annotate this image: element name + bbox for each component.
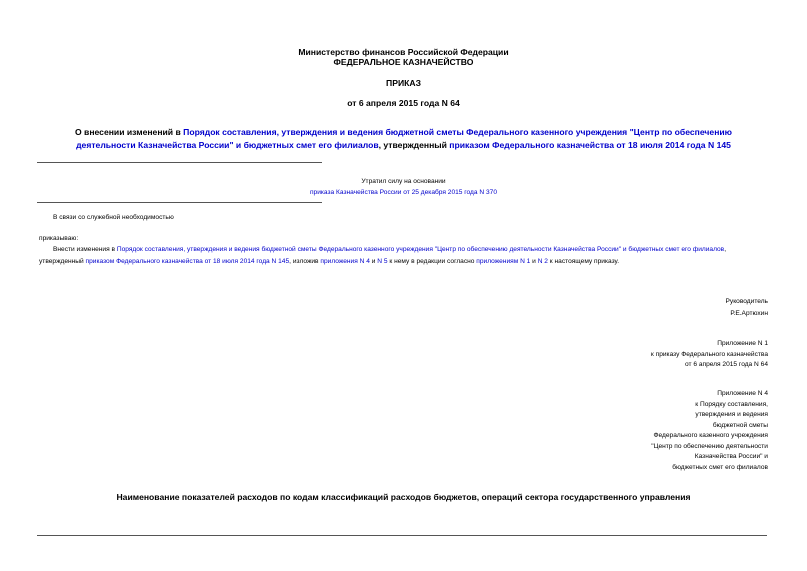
lost-force-label: Утратил силу на основании <box>361 178 446 185</box>
appendix-1-line: от 6 апреля 2015 года N 64 <box>684 361 768 368</box>
table-title: Наименование показателей расходов по кодам классификаций расходов бюджетов, операций сектора государственного управления <box>116 492 691 502</box>
appendix-4-line: "Центр по обеспечению деятельности <box>651 442 768 450</box>
appendix-1-header <box>651 339 768 371</box>
link-annex-2[interactable]: N 2 <box>537 258 548 265</box>
appendix-4-line: бюджетной сметы <box>712 421 768 429</box>
appendix-4-line: Приложение N 4 <box>717 390 768 397</box>
title-text: , утвержденный <box>378 140 450 150</box>
ministry-name: Министерство финансов Российской Федерации <box>298 47 509 57</box>
lost-force-link[interactable]: приказа Казначейства России от 25 декабря 2015 года N 370 <box>309 189 498 196</box>
intro-paragraph: В связи со служебной необходимостью <box>53 214 174 221</box>
appendix-4-line: к Порядку составления, <box>695 400 768 408</box>
order-text: и <box>530 258 538 265</box>
order-word: приказываю: <box>39 235 79 242</box>
appendix-4-line: утверждения и ведения <box>695 411 768 418</box>
order-text: и <box>369 258 378 265</box>
lost-force-note <box>0 176 807 198</box>
divider <box>37 202 322 203</box>
appendix-1-line: Приложение N 1 <box>717 340 768 347</box>
treasury-name: ФЕДЕРАЛЬНОЕ КАЗНАЧЕЙСТВО <box>333 57 474 67</box>
document-type: ПРИКАЗ <box>386 78 421 88</box>
link-appendix-4[interactable]: приложения N 4 <box>320 258 370 265</box>
appendix-4-line: Федерального казенного учреждения <box>653 432 768 439</box>
link-appendix-5[interactable]: N 5 <box>377 258 388 265</box>
appendix-4-header <box>651 389 768 473</box>
document-header <box>0 47 807 67</box>
title-link-order-145[interactable]: приказом Федерального казначейства от 18 июля 2014 года N 145 <box>449 140 731 150</box>
link-annex-1[interactable]: приложениям N 1 <box>476 258 531 265</box>
appendix-4-line: бюджетных смет его филиалов <box>672 463 768 471</box>
order-text: , изложив <box>289 258 321 265</box>
order-text: , утвержденный <box>39 246 727 265</box>
divider <box>37 162 322 163</box>
link-order-145[interactable]: приказом Федерального казначейства от 18 июля 2014 года N 145 <box>85 258 290 265</box>
divider <box>37 535 767 536</box>
order-text: к настоящему приказу. <box>547 258 620 265</box>
signer-position: Руководитель <box>725 298 768 305</box>
title-link-procedure[interactable]: Порядок составления, утверждения и ведения бюджетной сметы Федерального казенного учреждения "Центр по обеспечению деятельности Казначейства России" и бюджетных смет его филиалов <box>76 127 733 150</box>
signer-name: Р.Е.Артюхин <box>730 310 768 317</box>
signature-block <box>726 296 768 320</box>
order-text: к нему в редакции согласно <box>387 258 477 265</box>
document-date: от 6 апреля 2015 года N 64 <box>347 98 460 108</box>
link-procedure[interactable]: Порядок составления, утверждения и ведения бюджетной сметы Федерального казенного учреждения "Центр по обеспечению деятельности Казначейства России" и бюджетных смет его филиалов <box>116 246 725 253</box>
order-text: Внести изменения в <box>53 246 117 253</box>
appendix-1-line: к приказу Федерального казначейства <box>650 350 768 358</box>
appendix-4-line: Казначейства России" и <box>694 453 768 460</box>
order-paragraph <box>39 244 769 268</box>
title-text: О внесении изменений в <box>74 127 184 137</box>
document-title <box>60 126 747 152</box>
